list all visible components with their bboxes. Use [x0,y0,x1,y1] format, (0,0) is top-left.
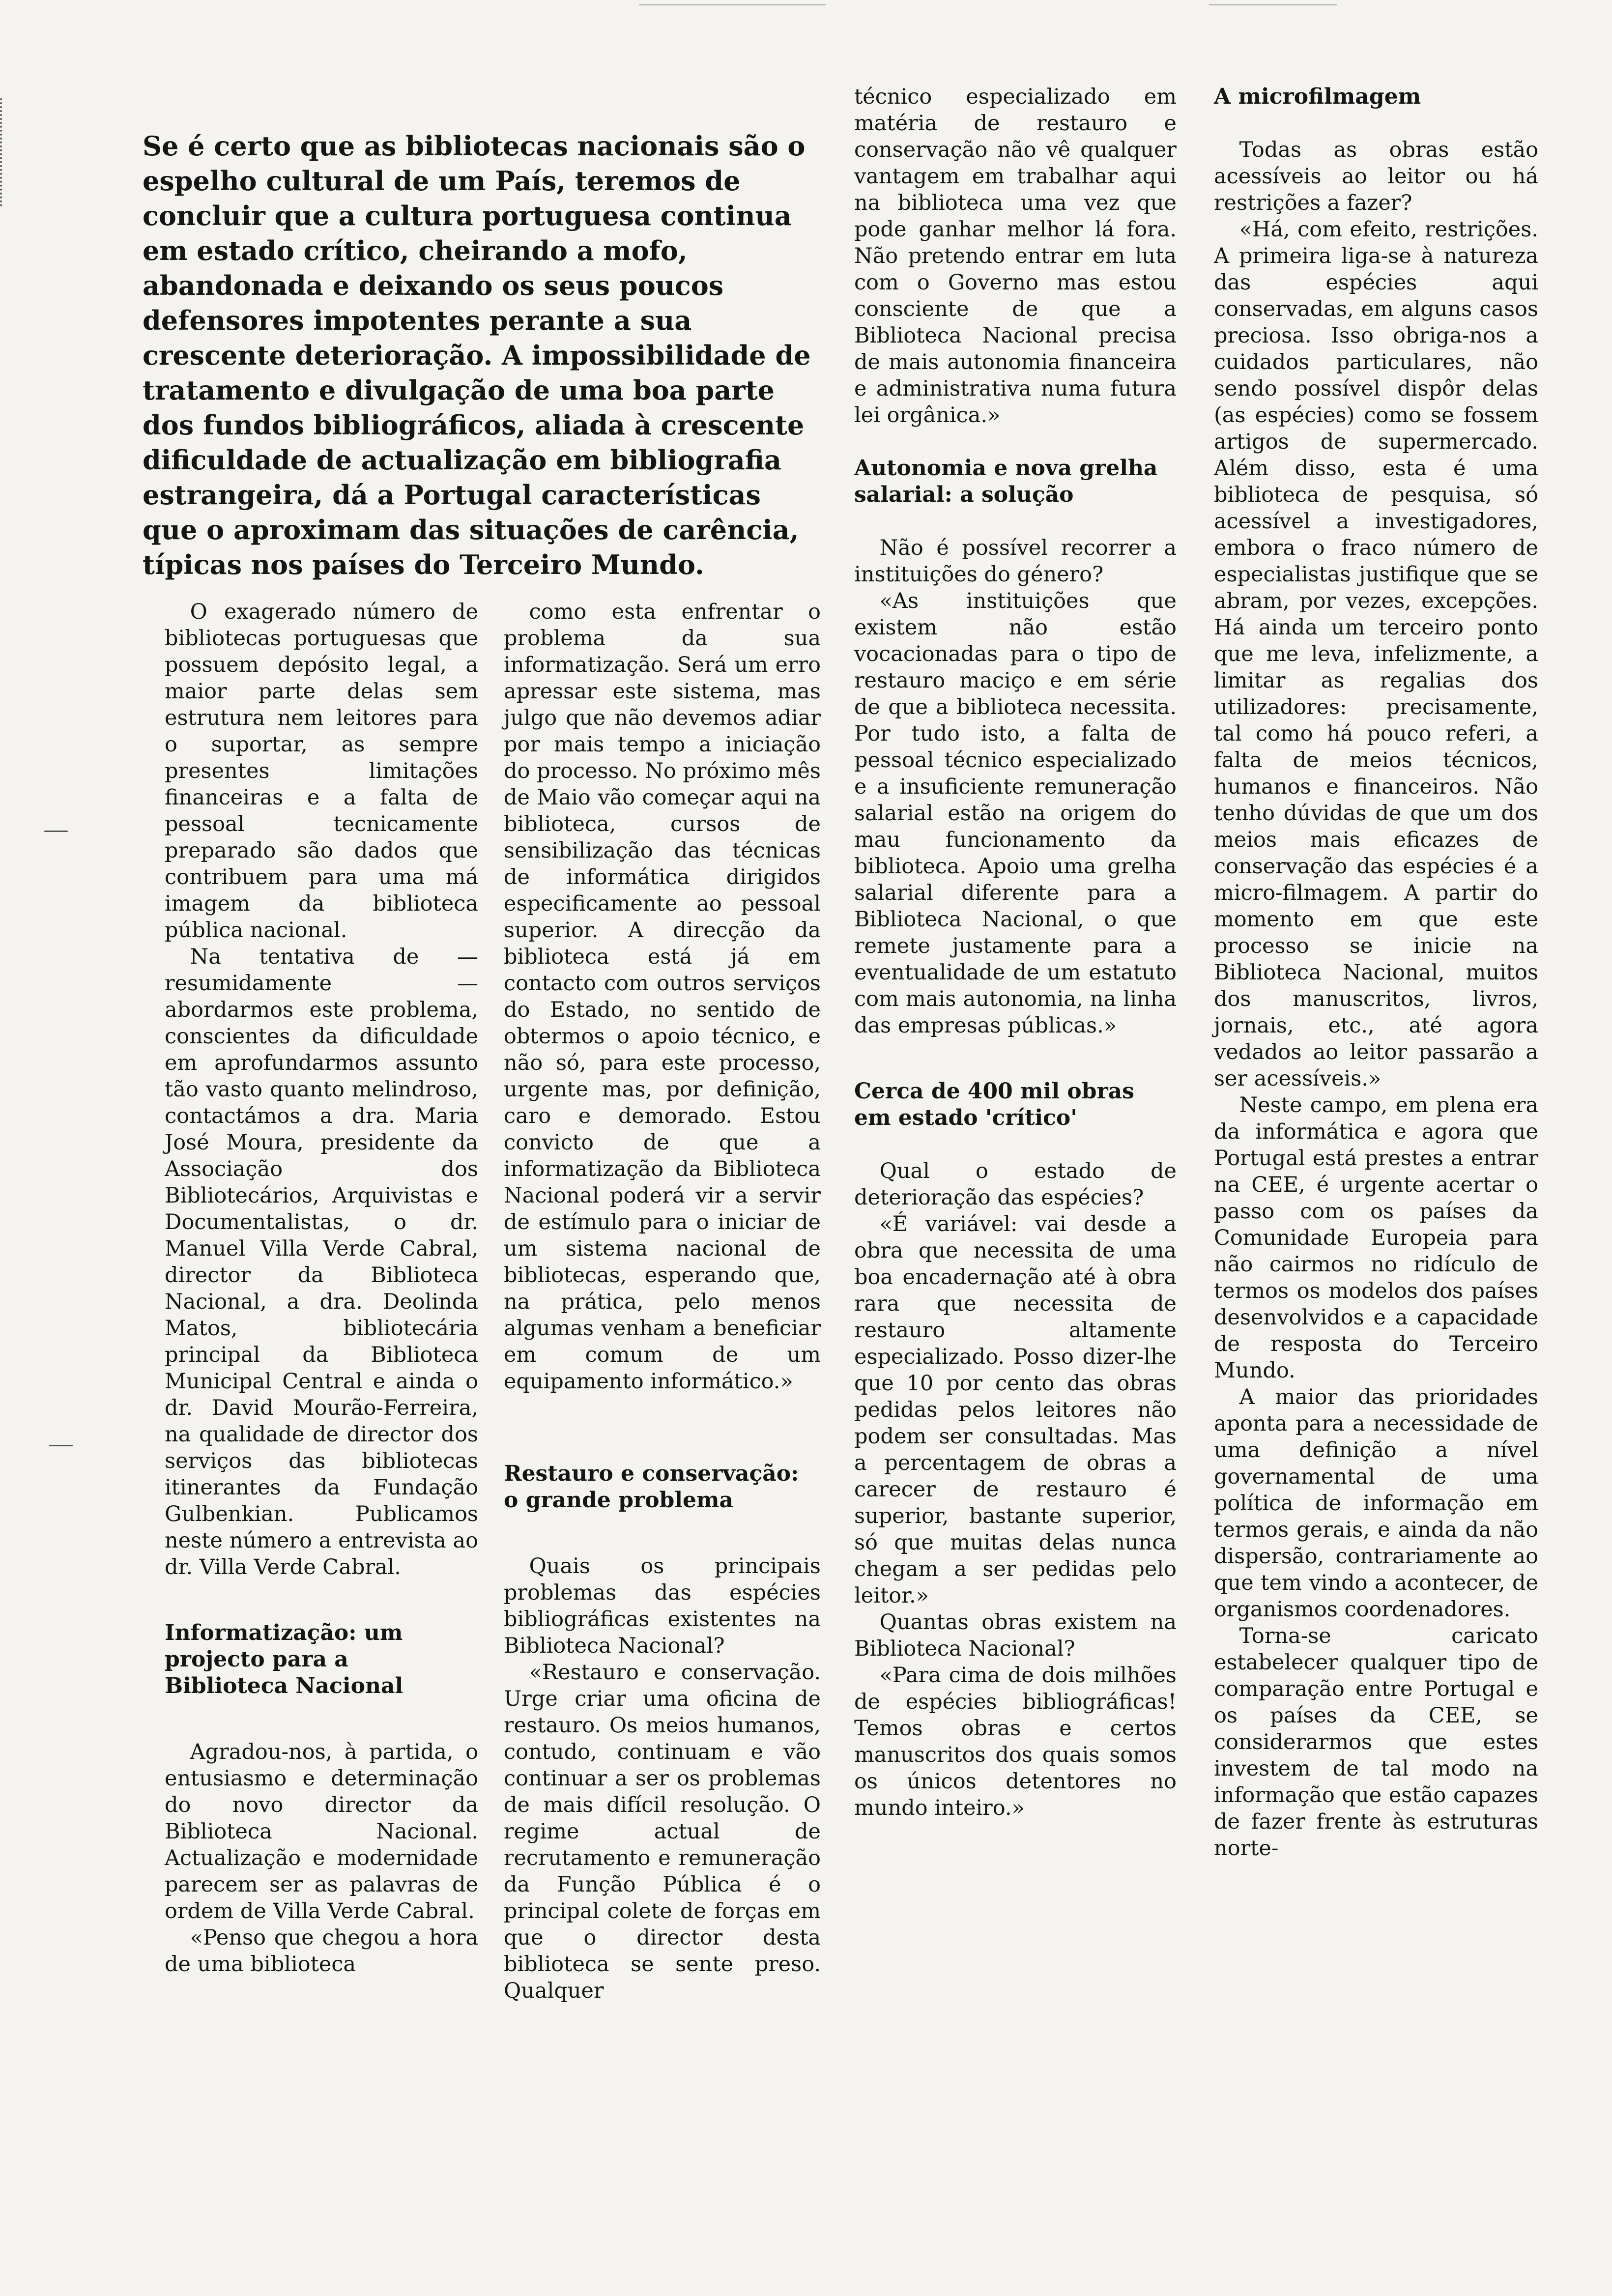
article-lead [143,129,821,582]
paragraph: Torna-se caricato estabelecer qualquer tipo de comparação entre Portugal e os países da CEE, se considerarmos que estes investem de tal modo na informação que estão capazes de fazer frente às estruturas norte- [1214,1624,1538,1861]
top-rule [1209,4,1337,5]
lead-paragraph: Se é certo que as bibliotecas nacionais são o espelho cultural de um País, teremos de concluir que a cultura portuguesa continua em estado crítico, cheirando a mofo, abandonada e deixando os seus poucos defensores impotentes perante a sua crescente deterioração. A impossibilidade de tratamento e divulgação de uma boa parte dos fundos bibliográficos, aliada à crescente dificuldade de actualização em bibliografia estrangeira, dá a Portugal características que o aproximam das situações de carência, típicas nos países do Terceiro Mundo. [143,130,811,580]
paragraph: «É variável: vai desde a obra que necessita de uma boa encadernação até à obra rara que necessita de restauro altamente especializado. Posso dizer-lhe que 10 por cento das obras pedidas pelos leitores não podem ser consultadas. Mas a percentagem de obras a carecer de restauro é superior, bastante superior, só que muitas delas nunca chegam a ser pedidas pelo leitor.» [854,1212,1177,1608]
paragraph: «As instituições que existem não estão vocacionadas para o tipo de restauro maciço e em série de que a biblioteca necessita. Por tudo isto, a falta de pessoal técnico especializado e a insuficiente remuneração salarial estão na origem do mau funcionamento da biblioteca. Apoio uma grelha salarial diferente para a Biblioteca Nacional, o que remete justamente para a eventualidade de um estatuto com mais autonomia, na linha das empresas públicas.» [854,589,1177,1038]
paragraph: Não é possível recorrer a instituições do género? [854,536,1177,587]
column-1 [165,599,478,1978]
paragraph: Qual o estado de deterioração das espécies? [854,1159,1177,1210]
section-heading: Informatização: um projecto para a Biblioteca Nacional [165,1620,403,1698]
column-2 [504,599,821,2004]
paragraph: Na tentativa de — resumidamente — abordarmos este problema, conscientes da dificuldade em aprofundarmos assunto tão vasto quanto melindroso, contactámos a dra. Maria José Moura, presidente da Associação dos Bibliotecários, Arquivistas e Documentalistas, o dr. Manuel Villa Verde Cabral, director da Biblioteca Nacional, a dra. Deolinda Matos, bibliotecária principal da Biblioteca Municipal Central e ainda o dr. David Mourão-Ferreira, na qualidade de director dos serviços das bibliotecas itinerantes da Fundação Gulbenkian. Publicamos neste número a entrevista ao dr. Villa Verde Cabral. [165,945,478,1579]
column-4 [1214,84,1538,1862]
paragraph: como esta enfrentar o problema da sua informatização. Será um erro apressar este sistema, mas julgo que não devemos adiar por mais tempo a iniciação do processo. No próximo mês de Maio vão começar aqui na biblioteca, cursos de sensibilização das técnicas de informática dirigidos especificamente ao pessoal superior. A direcção da biblioteca está já em contacto com outros serviços do Estado, no sentido de obtermos o apoio técnico, e não só, para este processo, urgente mas, por definição, caro e demorado. Estou convicto de que a informatização da Biblioteca Nacional poderá vir a servir de estímulo para o iniciar de um sistema nacional de bibliotecas, esperando que, na prática, pelo menos algumas venham a beneficiar em comum de um equipamento informático.» [504,600,821,1394]
paragraph: Todas as obras estão acessíveis ao leitor ou há restrições a fazer? [1214,138,1538,215]
paragraph: «Restauro e conservação. Urge criar uma oficina de restauro. Os meios humanos, contudo, continuam e vão continuar a ser os problemas de mais difícil resolução. O regime actual de recrutamento e remuneração da Função Pública é o principal colete de forças em que o director desta biblioteca se sente preso. Qualquer [504,1660,821,2003]
paragraph: O exagerado número de bibliotecas portuguesas que possuem depósito legal, a maior parte delas sem estrutura nem leitores para o suportar, as sempre presentes limitações financeiras e a falta de pessoal tecnicamente preparado são dados que contribuem para uma má imagem da biblioteca pública nacional. [165,600,478,943]
paragraph: «Há, com efeito, restrições. A primeira liga-se à natureza das espécies aqui conservadas, em alguns casos preciosa. Isso obriga-nos a cuidados particulares, não sendo possível dispôr delas (as espécies) como se fossem artigos de supermercado. Além disso, esta é uma biblioteca de pesquisa, só acessível a investigadores, embora o fraco número de especialistas justifique que se abram, por vezes, excepções. Há ainda um terceiro ponto que me leva, infelizmente, a limitar as regalias dos utilizadores: precisamente, tal como há pouco referi, a falta de meios técnicos, humanos e financeiros. Não tenho dúvidas de que um dos meios mais eficazes de conservação das espécies é a micro-filmagem. A partir do momento em que este processo se inicie na Biblioteca Nacional, muitos dos manuscritos, livros, jornais, etc., até agora vedados ao leitor passarão a ser acessíveis.» [1214,217,1538,1091]
paragraph: «Penso que chegou a hora de uma biblioteca [165,1925,478,1977]
section-heading: Autonomia e nova grelha salarial: a solução [854,456,1158,507]
fold-mark [44,831,68,832]
section-heading: Restauro e conservação: o grande problema [504,1461,799,1513]
paragraph: «Para cima de dois milhões de espécies bibliográficas! Temos obras e certos manuscritos dos quais somos os únicos detentores no mundo inteiro.» [854,1663,1177,1820]
section-heading: A microfilmagem [1214,84,1421,109]
section-heading: Cerca de 400 mil obras em estado 'crítico' [854,1079,1134,1130]
paragraph: Neste campo, em plena era da informática e agora que Portugal está prestes a entrar na CEE, é urgente acertar o passo com os países da Comunidade Europeia para não cairmos no ridículo de termos os modelos dos países desenvolvidos e a capacidade de resposta do Terceiro Mundo. [1214,1093,1538,1383]
paragraph: Quantas obras existem na Biblioteca Nacional? [854,1610,1177,1661]
paragraph: Quais os principais problemas das espécies bibliográficas existentes na Biblioteca Nacional? [504,1554,821,1658]
fold-mark [49,1445,73,1446]
margin-mark [0,98,17,206]
paragraph: Agradou-nos, à partida, o entusiasmo e determinação do novo director da Biblioteca Nacional. Actualização e modernidade parecem ser as palavras de ordem de Villa Verde Cabral. [165,1740,478,1923]
column-3 [854,84,1177,1821]
paragraph: A maior das prioridades aponta para a necessidade de uma definição a nível governamental de uma política de informação em termos gerais, e ainda da não dispersão, contrariamente ao que tem vindo a acontecer, de organismos coordenadores. [1214,1385,1538,1622]
paragraph: técnico especializado em matéria de restauro e conservação não vê qualquer vantagem em trabalhar aqui na biblioteca uma vez que pode ganhar melhor lá fora. Não pretendo entrar em luta com o Governo mas estou consciente de que a Biblioteca Nacional precisa de mais autonomia financeira e administrativa numa futura lei orgânica.» [854,85,1177,428]
top-rule [639,4,826,5]
